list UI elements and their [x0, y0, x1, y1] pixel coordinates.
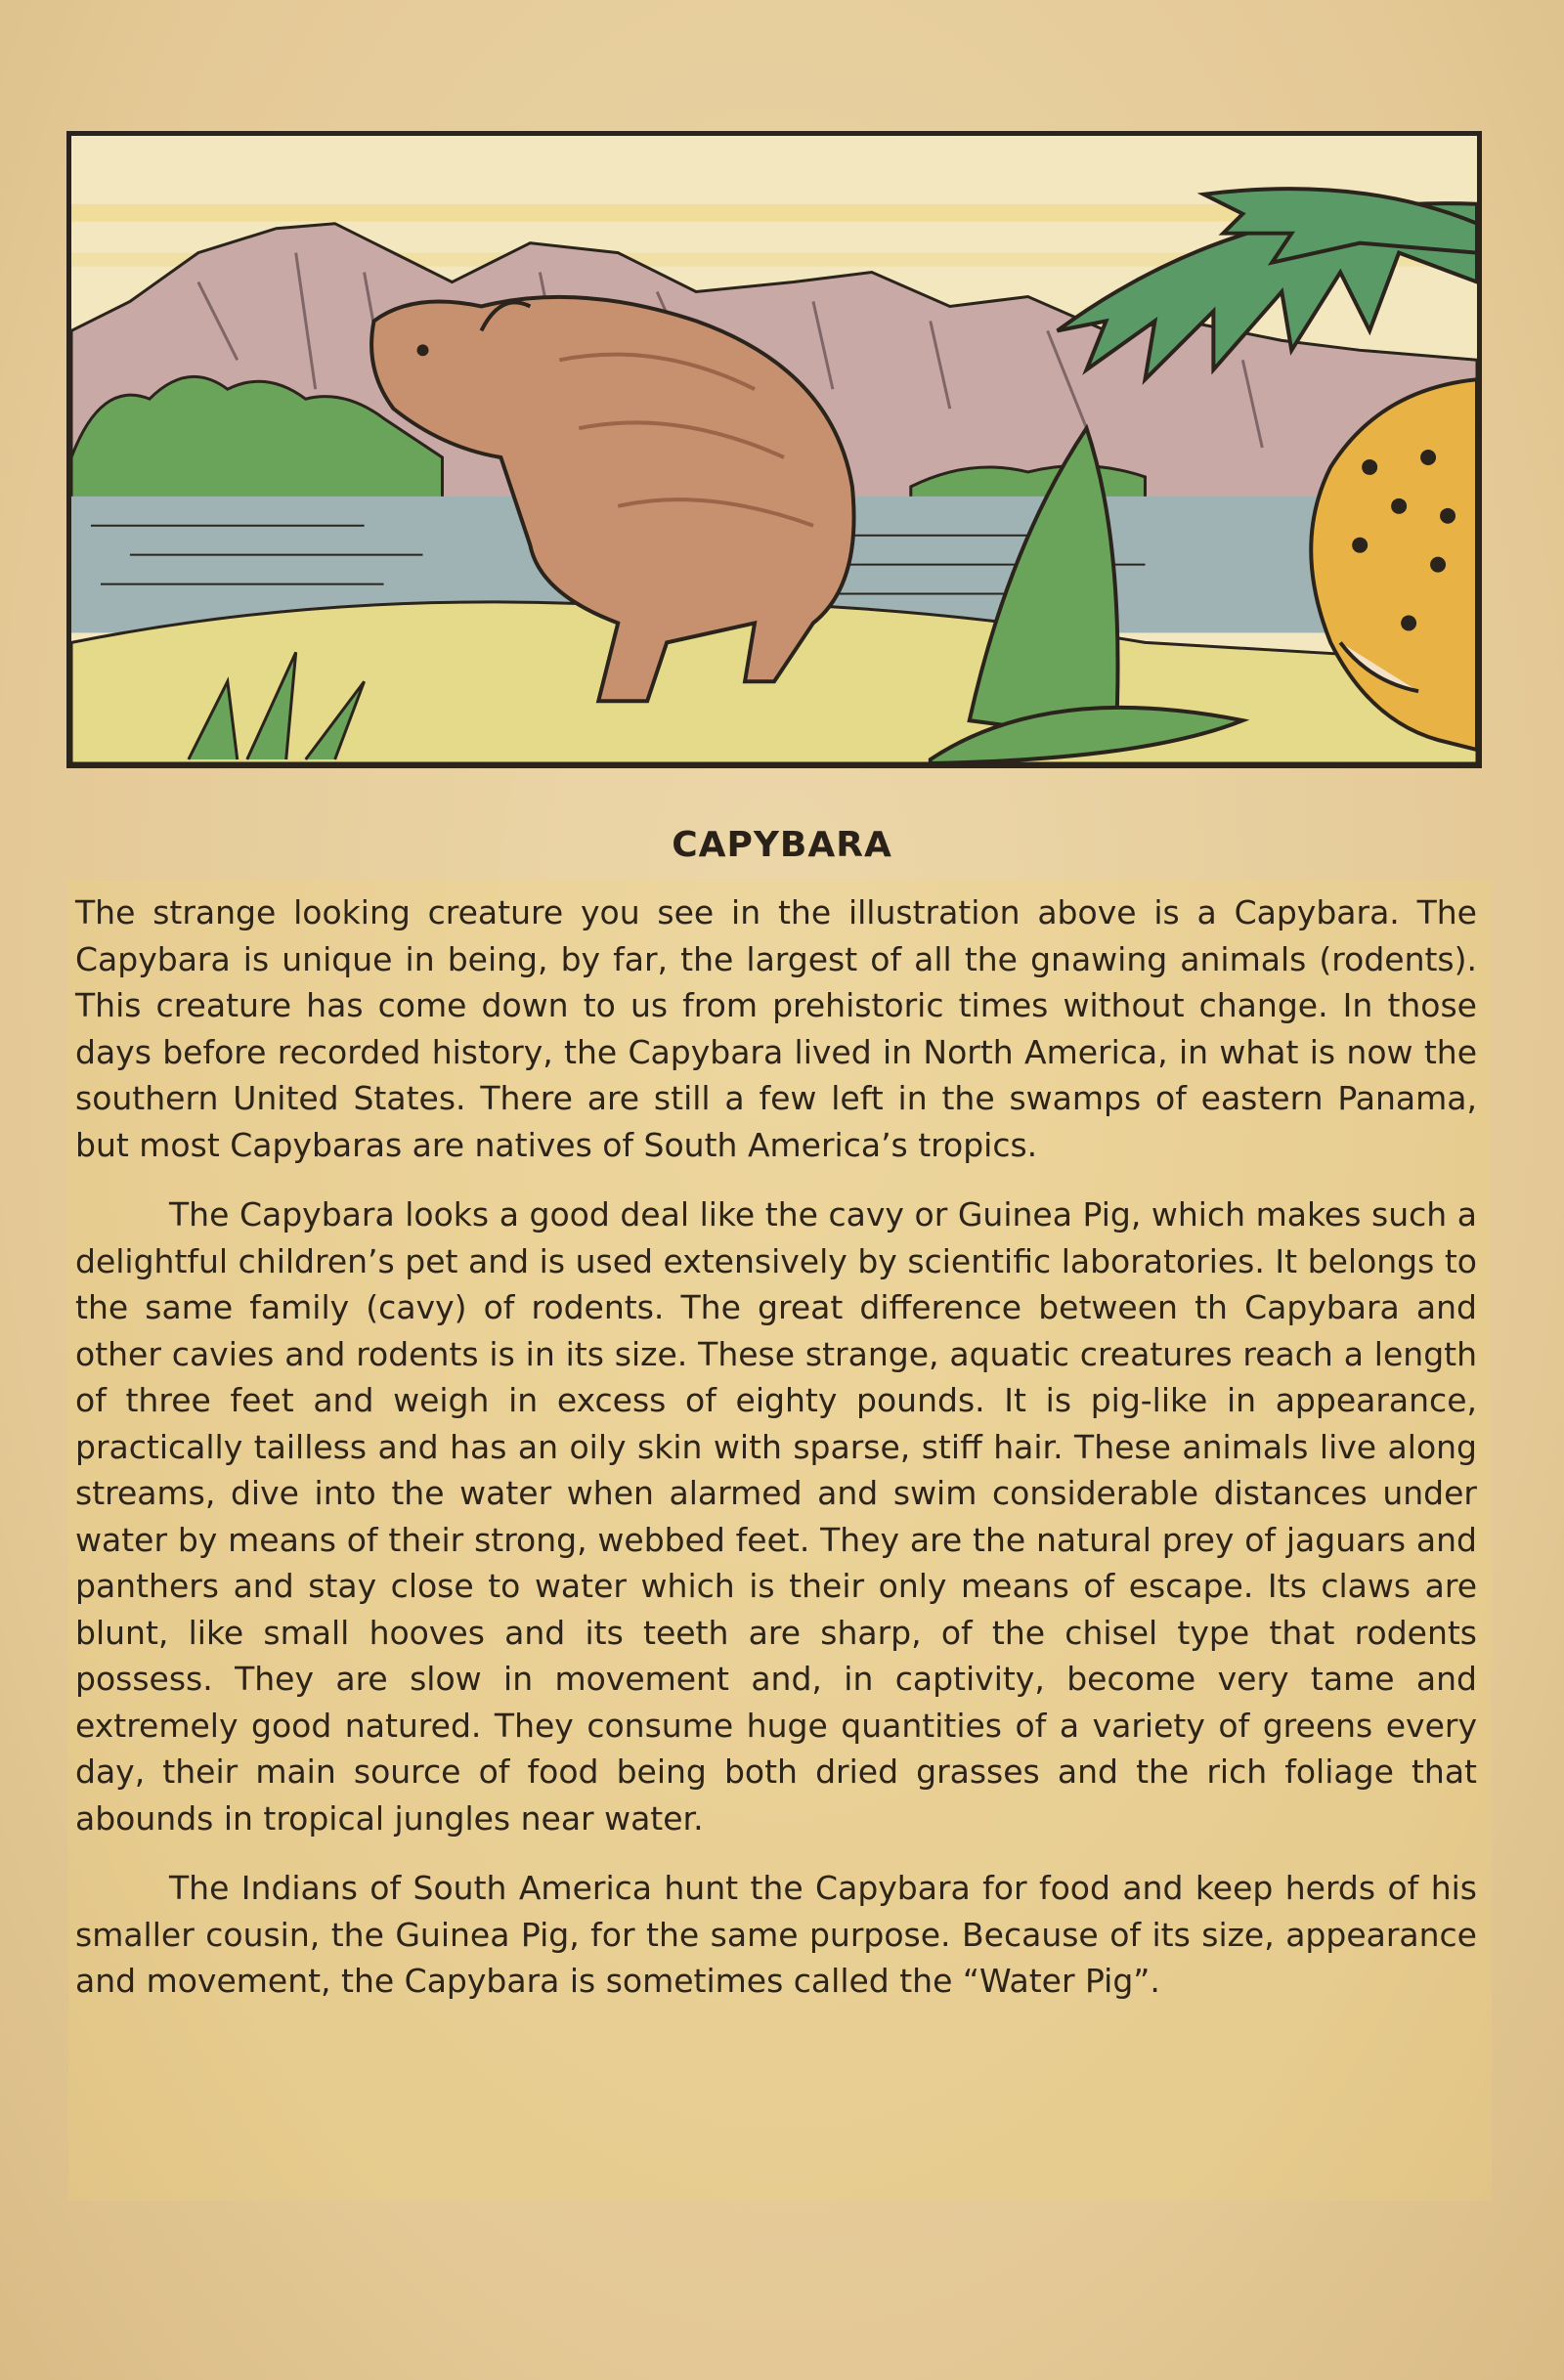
article-title: CAPYBARA	[672, 825, 892, 865]
article-body	[75, 889, 1477, 2028]
capybara-illustration	[66, 131, 1482, 768]
paragraph-water-pig: The Indians of South America hunt the Capybara for food and keep herds of his smaller cousin, the Guinea Pig, for the same purpose. Because of its size, appearance and movement, the Capybara is sometimes called the “Water Pig”.	[75, 1869, 1477, 2000]
illustration-scene	[71, 136, 1477, 763]
paragraph-intro: The strange looking creature you see in the illustration above is a Capybara. The Capybara is unique in being, by far, the largest of all the gnawing animals (rodents). This creature has come down to us from prehistoric times without change. In those days before recorded history, the Capybara lived in North America, in what is now the southern United States. There are still a few left in the swamps of eastern Panama, but most Capybaras are natives of South America’s tropics.	[75, 893, 1477, 1164]
paragraph-description: The Capybara looks a good deal like the cavy or Guinea Pig, which makes such a delightful children’s pet and is used extensively by scientific laboratories. It belongs to the same family (cavy) of rodents. The great difference between th Capybara and other cavies and rodents is in its size. These strange, aquatic creatures reach a length of three feet and weigh in excess of eighty pounds. It is pig-like in appearance, practically tailless and has an oily skin with sparse, stiff hair. These animals live along streams, dive into the water when alarmed and swim considerable distances under water by means of their strong, webbed feet. They are the natural prey of jaguars and panthers and stay close to water which is their only means of escape. Its claws are blunt, like small hooves and its teeth are sharp, of the chisel type that rodents possess. They are slow in movement and, in captivity, become very tame and extremely good natured. They consume huge quantities of a variety of greens every day, their main source of food being both dried grasses and the rich foliage that abounds in tropical jungles near water.	[75, 1195, 1477, 1838]
